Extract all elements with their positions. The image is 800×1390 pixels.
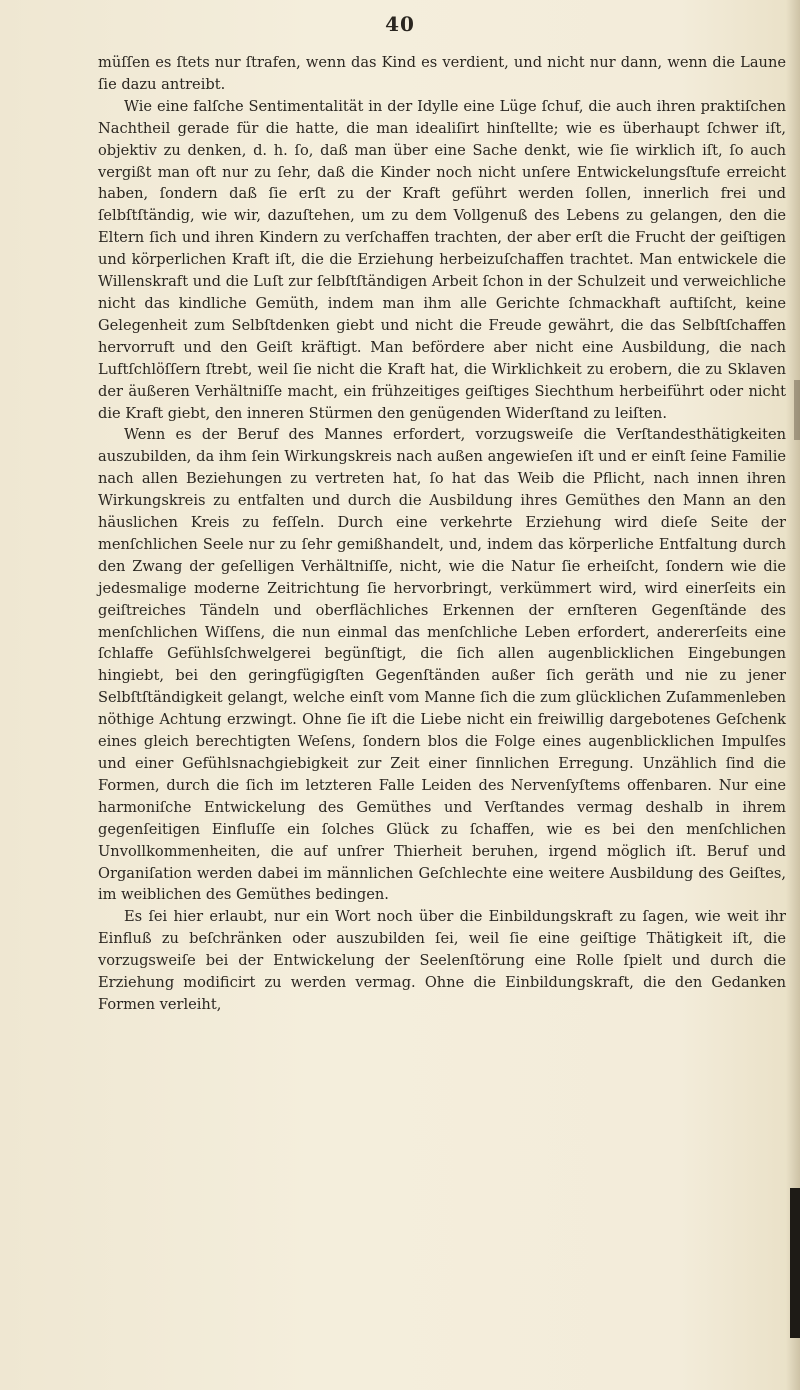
paragraph: müſſen es ſtets nur ſtrafen, wenn das Kind es verdient, und nicht nur dann, wenn die Laune ſie dazu antreibt.	[98, 54, 786, 93]
page-number: 40	[385, 12, 415, 36]
scan-edge-mark	[794, 380, 800, 440]
scan-edge-bar	[790, 1188, 800, 1338]
paragraph: Wenn es der Beruf des Mannes erfordert, vorzugsweiſe die Verſtandesthätigkeiten auszubilden, da ihm ſein Wirkungskreis nach außen angewieſen iſt und er einſt ſeine Familie nach allen Beziehungen zu vertreten hat, ſo hat das Weib die Pflicht, nach innen ihren Wirkungskreis zu entfalten und durch die Ausbildung ihres Gemüthes den Mann an den häuslichen Kreis zu feſſeln. Durch eine verkehrte Erziehung wird dieſe Seite der menſchlichen Seele nur zu ſehr gemißhandelt, und, indem das körperliche Entfaltung durch den Zwang der geſelligen Verhältniſſe, nicht, wie die Natur ſie erheiſcht, ſondern wie die jedesmalige moderne Zeitrichtung ſie hervorbringt, verkümmert wird, wird einerſeits ein geiſtreiches Tändeln und oberflächliches Erkennen der ernſteren Gegenſtände des menſchlichen Wiſſens, die nun einmal das menſchliche Leben erfordert, andererſeits eine ſchlaffe Gefühlsſchwelgerei begünſtigt, die ſich allen augenblicklichen Eingebungen hingiebt, bei den geringfügigſten Gegenſtänden außer ſich geräth und nie zu jener Selbſtſtändigkeit gelangt, welche einſt vom Manne ſich die zum glücklichen Zuſammenleben nöthige Achtung erzwingt. Ohne ſie iſt die Liebe nicht ein freiwillig dargebotenes Geſchenk eines gleich berechtigten Weſens, ſondern blos die Folge eines augenblicklichen Impulſes und einer Gefühlsnachgiebigkeit zur Zeit einer ſinnlichen Erregung. Unzählich ſind die Formen, durch die ſich im letzteren Falle Leiden des Nervenſyſtems offenbaren. Nur eine harmoniſche Entwickelung des Gemüthes und Verſtandes vermag deshalb in ihrem gegenſeitigen Einfluſſe ein ſolches Glück zu ſchaffen, wie es bei den menſchlichen Unvollkommenheiten, die auf unſrer Thierheit beruhen, irgend möglich iſt. Beruf und Organiſation werden dabei im männlichen Geſchlechte eine weitere Ausbildung des Geiſtes, im weiblichen des Gemüthes bedingen.	[98, 426, 786, 904]
paragraph: Es ſei hier erlaubt, nur ein Wort noch über die Einbildungskraft zu ſagen, wie weit ihr Einfluß zu beſchränken oder auszubilden ſei, weil ſie eine geiſtige Thätigkeit iſt, die vorzugsweiſe bei der Entwickelung der Seelenſtörung eine Rolle ſpielt und durch die Erziehung modificirt zu werden vermag. Ohne die Einbildungskraft, die den Gedanken Formen verleiht,	[98, 908, 786, 1013]
paragraph: Wie eine falſche Sentimentalität in der Idylle eine Lüge ſchuf, die auch ihren praktiſchen Nachtheil gerade für die hatte, die man idealiſirt hinſtellte; wie es überhaupt ſchwer iſt, objektiv zu denken, d. h. ſo, daß man über eine Sache denkt, wie ſie wirklich iſt, ſo auch vergißt man oft nur zu ſehr, daß die Kinder noch nicht unſere Entwickelungsſtufe erreicht haben, ſondern daß ſie erſt zu der Kraft geführt werden ſollen, innerlich frei und ſelbſtſtändig, wie wir, dazuſtehen, um zu dem Vollgenuß des Lebens zu gelangen, den die Eltern ſich und ihren Kindern zu verſchaffen trachten, der aber erſt die Frucht der geiſtigen und körperlichen Kraft iſt, die die Erziehung herbeizuſchaffen trachtet. Man entwickele die Willenskraft und die Luſt zur ſelbſtſtändigen Arbeit ſchon in der Schulzeit und verweichliche nicht das kindliche Gemüth, indem man ihm alle Gerichte ſchmackhaft auftiſcht, keine Gelegenheit zum Selbſtdenken giebt und nicht die Freude gewährt, die das Selbſtſchaffen hervorruft und den Geiſt kräftigt. Man befördere aber nicht eine Ausbildung, die nach Luftſchlöſſern ſtrebt, weil ſie nicht die Kraft hat, die Wirklichkeit zu erobern, die zu Sklaven der äußeren Verhältniſſe macht, ein frühzeitiges geiſtiges Siechthum herbeiführt oder nicht die Kraft giebt, den inneren Stürmen den genügenden Widerſtand zu leiſten.	[98, 97, 786, 422]
body-text	[98, 52, 786, 1016]
page-edge-shadow	[786, 0, 800, 1390]
